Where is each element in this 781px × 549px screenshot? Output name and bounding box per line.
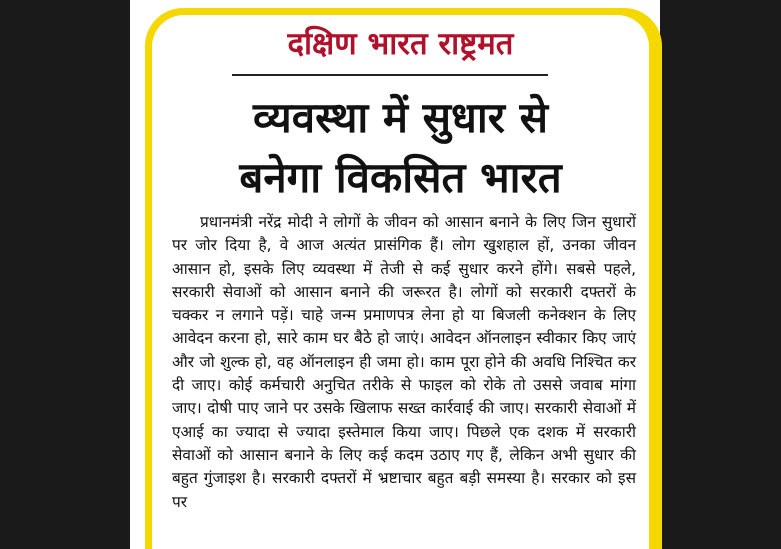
column-title: दक्षिण भारत राष्ट्रमत (287, 26, 514, 62)
headline-line-1: व्यवस्था में सुधार से (253, 93, 548, 142)
article-body: प्रधानमंत्री नरेंद्र मोदी ने लोगों के जीवन को आसान बनाने के लिए जिन सुधारों पर जोर दिया है, वे आज अत्यंत प्रासंगिक हैं। लोग खुशहाल हों, उनका जीवन आसान हो, इसके लिए व्यवस्था में तेजी से कई सुधार करने होंगे। सबसे पहले, सरकारी सेवाओं को आसान बनाने की जरूरत है। लोगों को सरकारी दफ्तरों के चक्कर न लगाने पड़ें। चाहे जन्म प्रमाणपत्र लेना हो या बिजली कनेक्शन के लिए आवेदन करना हो, सारे काम घर बैठे हो जाएं। आवेदन ऑनलाइन स्वीकार किए जाएं और जो शुल्क हो, वह ऑनलाइन ही जमा हो। काम पूरा होने की अवधि निश्चित कर दी जाए। कोई कर्मचारी अनुचित तरीके से फाइल को रोके तो उससे जवाब मांगा जाए। दोषी पाए जाने पर उसके खिलाफ सख्त कार्रवाई की जाए। सरकारी सेवाओं में एआई का ज्यादा से ज्यादा इस्तेमाल किया जाए। पिछले एक दशक में सरकारी सेवाओं को आसान बनाने के लिए कई कदम उठाए गए हैं, लेकिन अभी सुधार की बहुत गुंजाइश है। सरकारी दफ्तरों में भ्रष्टाचार बहुत बड़ी समस्या है। सरकार को इस पर (172, 213, 636, 511)
article-headline (152, 88, 649, 208)
headline-line-2: बनेगा विकसित भारत (239, 153, 562, 202)
title-divider (232, 74, 548, 76)
